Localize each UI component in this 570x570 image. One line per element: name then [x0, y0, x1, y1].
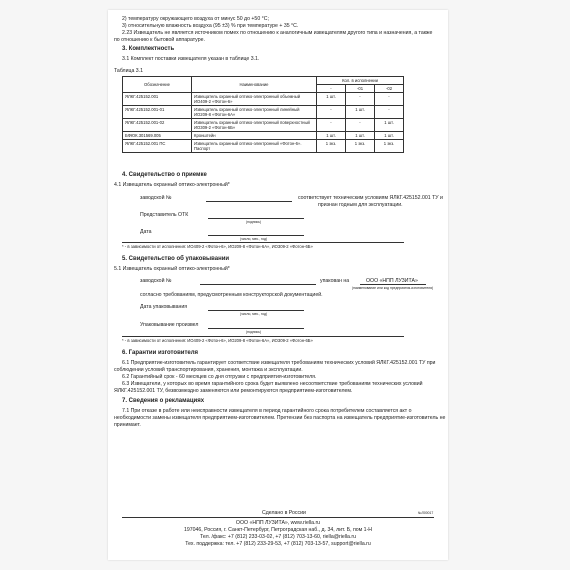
footer-phone: Тел. /факс: +7 (812) 233-03-02, +7 (812) 703-13-60, riella@riella.ru — [199, 534, 356, 540]
col-qty: Кол. в исполнении — [317, 77, 404, 85]
pack-date-hint: (число, мес., год) — [240, 312, 268, 316]
col-v2: -01 — [346, 85, 375, 93]
col-v1: - — [317, 85, 346, 93]
packed-label: упакован на — [320, 278, 350, 284]
section-4-divider — [122, 242, 404, 243]
packer-sign-hint: (подпись) — [246, 330, 262, 334]
row-v3: 1 экз. — [375, 140, 404, 153]
footer-support: Тех. поддержка: тел. +7 (812) 233-29-53, +7 (812) 703-13-57, support@riella.ru — [185, 541, 371, 547]
serial-line-5 — [200, 284, 316, 285]
section-4-text: 4.1 Извещатель охранный оптико-электронный* — [114, 182, 230, 188]
section-6-p4: 6.3 Извещатели, у которых во время гарантийного срока будет выявлено несоответствие требованиям технических условий — [122, 381, 423, 387]
table-row — [123, 119, 404, 132]
section-6-p2: соблюдении условий транспортирования, хранения, монтажа и эксплуатации. — [114, 367, 303, 373]
section-4-footnote: * - в зависимости от исполнения: ИО409-2 «Фотон-6», ИО209-8 «Фотон-6А», ИО309-2 «Фотон-6Б» — [122, 244, 313, 249]
intro-line-4: по отношению к бытовой аппаратуре. — [114, 37, 205, 43]
col-code: Обозначение — [123, 77, 192, 93]
company-hint: (наименование или код предприятия-изготовителя) — [352, 286, 434, 290]
col-name: Наименование — [192, 77, 317, 93]
footer-address: 197046, Россия, г. Санкт-Петербург, Петроградская наб., д. 34, лит. Б, пом 1-Н — [183, 527, 373, 533]
passport-page — [108, 10, 448, 560]
company-line — [360, 284, 426, 285]
table-caption: Таблица 3.1 — [114, 68, 143, 74]
conformity-5: согласно требованиям, предусмотренным конструкторской документацией. — [140, 292, 323, 298]
section-7-p1: 7.1 При отказе в работе или неисправности извещателя в период гарантийного срока потребителем составляется акт о — [122, 408, 412, 414]
serial-line — [206, 201, 292, 202]
section-4-title: 4. Свидетельство о приемке — [122, 172, 207, 178]
section-7-p3: принимает. — [114, 422, 141, 428]
date-hint: (число, мес., год) — [240, 237, 268, 241]
row-name: Извещатель охранный оптико-электронный поверхностный ИО309-2 «Фотон-6Б» — [192, 119, 317, 132]
pack-date-line — [208, 310, 304, 311]
table-row — [123, 140, 404, 153]
row-v3: - — [375, 93, 404, 106]
row-v1: - — [317, 119, 346, 132]
row-v1: 1 шт. — [317, 132, 346, 140]
row-v3: 1 шт. — [375, 119, 404, 132]
intro-line-1: 2) температуру окружающего воздуха от минус 50 до +50 °С; — [122, 16, 269, 22]
row-name: Извещатель охранный оптико-электронный объемный ИО409-2 «Фотон-6» — [192, 93, 317, 106]
row-v1: 1 экз. — [317, 140, 346, 153]
row-v2: 1 шт. — [346, 132, 375, 140]
footer-divider — [122, 517, 434, 518]
table-row — [123, 93, 404, 106]
conformity-line-1: соответствует техническим условиям ЯЛКГ.425152.001 ТУ и — [298, 195, 443, 201]
row-name: Извещатель охранный оптико-электронный линейный ИО209-8 «Фотон-6А» — [192, 106, 317, 119]
section-5-footnote: * - в зависимости от исполнения: ИО409-2 «Фотон-6», ИО209-8 «Фотон-6А», ИО309-2 «Фотон-6Б» — [122, 338, 313, 343]
row-code: ЯЛКГ.425152.001-02 — [123, 119, 192, 132]
footer-company: ООО «НПП ЛУЗИТА», www.riella.ru — [235, 520, 321, 526]
date-line — [208, 235, 304, 236]
otk-sign-hint: (подпись) — [246, 220, 262, 224]
row-name: Кронштейн — [192, 132, 317, 140]
row-code: БФЮК.301569.005 — [123, 132, 192, 140]
section-5-divider — [122, 336, 404, 337]
row-v3: - — [375, 106, 404, 119]
section-7-title: 7. Сведения о рекламациях — [122, 398, 205, 404]
row-v2: 1 шт. — [346, 106, 375, 119]
section-6-p5: ЯЛКГ.425152.001 ТУ, безвозмездно заменяются или ремонтируются предприятием-изготовителем. — [114, 388, 353, 394]
section-6-p3: 6.2 Гарантийный срок - 60 месяцев со дня отгрузки с предприятия-изготовителя. — [122, 374, 317, 380]
company-name: ООО «НПП ЛУЗИТА» — [366, 278, 418, 284]
section-5-title: 5. Свидетельство об упаковывании — [122, 256, 230, 262]
row-code: ЯЛКГ.425152.001-01 — [123, 106, 192, 119]
row-v2: - — [346, 93, 375, 106]
packer-line — [208, 328, 304, 329]
section-5-text: 5.1 Извещатель охранный оптико-электронный* — [114, 266, 230, 272]
row-code: ЯЛКГ.425152.001 ПС — [123, 140, 192, 153]
date-label: Дата — [140, 229, 152, 235]
section-6-title: 6. Гарантии изготовителя — [122, 350, 199, 356]
serial-label-5: заводской № — [140, 278, 172, 284]
section-6-p1: 6.1 Предприятие-изготовитель гарантирует соответствие извещателя требованиям технических условий ЯЛКГ.425152.001 ТУ при — [122, 360, 436, 366]
row-code: ЯЛКГ.425152.001 — [123, 93, 192, 106]
conformity-line-2: признан годным для эксплуатации. — [318, 202, 403, 208]
table-row — [123, 132, 404, 140]
row-v3: 1 шт. — [375, 132, 404, 140]
section-7-p2: необходимости замены извещателя предприятием-изготовителем. Претензии без паспорта на извещатель предприятие-изготовитель не — [114, 415, 446, 421]
intro-line-2: 3) относительную влажность воздуха (95 ±3) % при температуре + 35 °С. — [122, 23, 299, 29]
row-v1: 1 шт. — [317, 93, 346, 106]
pack-date-label: Дата упаковывания — [140, 304, 188, 310]
row-v2: 1 экз. — [346, 140, 375, 153]
row-v1: - — [317, 106, 346, 119]
kit-table — [122, 76, 404, 153]
section-3-title: 3. Комплектность — [122, 46, 175, 52]
col-v3: -02 — [375, 85, 404, 93]
section-3-text: 3.1 Комплект поставки извещателя указан в таблице 3.1. — [122, 56, 260, 62]
table-row — [123, 106, 404, 119]
intro-line-3: 2.23 Извещатель не является источником помех по отношению к аналогичным извещателям другого типа и назначения, а также — [122, 30, 433, 36]
row-v2: - — [346, 119, 375, 132]
packer-label: Упаковывание произвел — [140, 322, 199, 328]
serial-label: заводской № — [140, 195, 172, 201]
made-in-russia: Сделано в России — [262, 510, 306, 516]
doc-code: №Л00017 — [418, 511, 434, 515]
otk-line — [208, 218, 304, 219]
row-name: Извещатель охранный оптико-электронный «Фотон-6». Паспорт — [192, 140, 317, 153]
otk-label: Представитель ОТК — [140, 212, 189, 218]
